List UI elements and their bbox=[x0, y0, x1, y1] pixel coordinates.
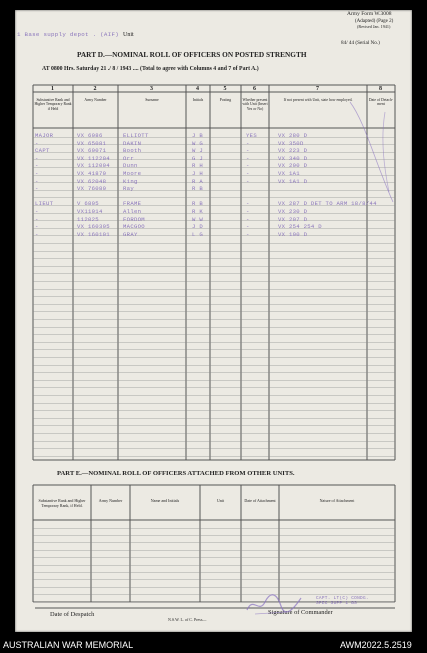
row-initials: L G bbox=[192, 230, 203, 238]
part-e-column-header: Nature of Attachment bbox=[319, 498, 355, 503]
row-surname: ELLIOTT bbox=[123, 132, 149, 139]
row-surname: Dunn bbox=[123, 162, 138, 170]
row-surname: FORDOM bbox=[123, 215, 145, 223]
column-number: 6 bbox=[253, 86, 256, 92]
part-e-column-header: Name and Initials bbox=[150, 498, 180, 503]
row-number: 112025 bbox=[77, 215, 99, 223]
row-surname: Ray bbox=[123, 185, 134, 193]
row-number: VX 6086 bbox=[77, 132, 103, 139]
form-sheet bbox=[15, 10, 412, 632]
row-surname: Booth bbox=[123, 147, 142, 155]
column-header: Army Number bbox=[84, 98, 107, 102]
row-surname: Allen bbox=[123, 208, 142, 215]
handwritten-signature bbox=[243, 590, 313, 620]
row-rank: - bbox=[35, 208, 39, 215]
column-number: 1 bbox=[51, 86, 54, 92]
row-number: VX 112204 bbox=[77, 154, 110, 162]
part-e-column-header: Date of Attachment bbox=[244, 498, 276, 503]
part-d-date-line: AT 0800 Hrs. Saturday 21 ./ 8 / 1943 .... (Total to agree with Columns 4 and 7 of Part A.) bbox=[42, 66, 259, 72]
column-header: Initials bbox=[192, 98, 204, 102]
row-present: - bbox=[246, 170, 250, 177]
row-employed: VX 190 D bbox=[278, 230, 308, 238]
row-surname: DAKIN bbox=[123, 139, 142, 147]
row-present: - bbox=[246, 154, 250, 162]
row-initials: J H bbox=[192, 170, 203, 177]
row-initials: G J bbox=[192, 154, 203, 162]
row-number: VX 60071 bbox=[77, 147, 107, 155]
row-rank: - bbox=[35, 162, 39, 170]
column-number: 8 bbox=[379, 86, 382, 92]
row-initials: J D bbox=[192, 223, 203, 231]
form-name: Army Form W.3008 bbox=[347, 11, 392, 17]
row-rank: - bbox=[35, 177, 39, 185]
row-rank: - bbox=[35, 154, 39, 162]
row-rank: - bbox=[35, 170, 39, 177]
column-number: 4 bbox=[196, 86, 199, 92]
commander-stamp: CAPT. LT(C) CONDG. SPEC SUPP 1 BS bbox=[316, 596, 369, 607]
archive-reference: AWM2022.5.2519 bbox=[340, 640, 412, 650]
column-header: Whether present with Unit (Insert Yes or No) bbox=[242, 98, 268, 111]
row-rank: - bbox=[35, 215, 39, 223]
row-initials: J B bbox=[192, 132, 203, 139]
column-header: Posting bbox=[219, 98, 232, 102]
row-initials: R K bbox=[192, 208, 203, 215]
row-number: VX 65081 bbox=[77, 139, 107, 147]
column-header: Substantive Rank and Higher Temporary Rank if Held bbox=[34, 98, 72, 111]
row-rank: - bbox=[35, 223, 39, 231]
row-number: VX11014 bbox=[77, 208, 103, 215]
column-number: 7 bbox=[316, 86, 319, 92]
column-header: Surname bbox=[145, 98, 159, 102]
column-header: Date of Detach-ment bbox=[368, 98, 394, 107]
row-employed: VX 200 D bbox=[278, 162, 308, 170]
row-rank: MAJOR bbox=[35, 132, 54, 139]
row-surname: Moore bbox=[123, 170, 142, 177]
row-surname: GRAY bbox=[123, 230, 138, 238]
column-number: 2 bbox=[93, 86, 97, 92]
row-surname: MACGOO bbox=[123, 223, 145, 231]
archive-name: AUSTRALIAN WAR MEMORIAL bbox=[3, 640, 134, 650]
row-initials: R H bbox=[192, 162, 203, 170]
row-initials: W G bbox=[192, 139, 203, 147]
row-employed: VX 207 D bbox=[278, 215, 308, 223]
despatch-label: Date of Despatch bbox=[50, 611, 95, 618]
part-d-title: PART D.—NOMINAL ROLL OF OFFICERS ON POSTED STRENGTH bbox=[77, 50, 307, 59]
row-initials: R B bbox=[192, 200, 203, 208]
row-employed: VX 223 D bbox=[278, 147, 308, 155]
row-number: VX 160101 bbox=[77, 230, 110, 238]
row-surname: King bbox=[123, 177, 138, 185]
row-employed: VX 280 D bbox=[278, 132, 308, 139]
row-number: VX 112004 bbox=[77, 162, 110, 170]
row-present: - bbox=[246, 200, 250, 208]
row-present: - bbox=[246, 208, 250, 215]
part-e-title: PART E.—NOMINAL ROLL OF OFFICERS ATTACHED FROM OTHER UNITS. bbox=[57, 470, 295, 477]
unit-label: Unit bbox=[123, 32, 134, 38]
archive-footer bbox=[0, 636, 427, 653]
row-present: - bbox=[246, 230, 250, 238]
row-surname: Orr bbox=[123, 154, 134, 162]
part-e-column-header: Substantive Rank and Higher Temporary Rank, if Held. bbox=[38, 498, 86, 508]
row-present: - bbox=[246, 215, 250, 223]
row-initials: R A bbox=[192, 177, 203, 185]
row-present: YES bbox=[246, 132, 257, 139]
form-revised: (Revised Jan. 1941) bbox=[357, 24, 391, 29]
unit-name: 1 Base supply depot . (AIF) bbox=[17, 31, 120, 38]
row-present: - bbox=[246, 147, 250, 155]
row-number: VX 62048 bbox=[77, 177, 107, 185]
serial-number: 84/ 44 (Serial No.) bbox=[341, 40, 380, 46]
row-present: - bbox=[246, 162, 250, 170]
part-e-column-header: Army Number bbox=[98, 498, 123, 503]
row-number: VX 76080 bbox=[77, 185, 107, 193]
row-rank: CAPT bbox=[35, 147, 50, 155]
row-present: - bbox=[246, 177, 250, 185]
part-e-column-header: Unit bbox=[216, 498, 225, 503]
form-adapted: (Adapted) (Page 2) bbox=[355, 19, 394, 24]
row-rank: - bbox=[35, 230, 39, 238]
row-employed: VX 1A1 bbox=[278, 170, 300, 177]
row-employed: VX 230 D bbox=[278, 208, 308, 215]
row-initials: W W bbox=[192, 215, 203, 223]
row-number: VX 160305 bbox=[77, 223, 110, 231]
row-rank: - bbox=[35, 185, 39, 193]
row-initials: R B bbox=[192, 185, 203, 193]
row-present: - bbox=[246, 139, 250, 147]
row-rank: LIEUT bbox=[35, 200, 54, 208]
row-number: VX 41870 bbox=[77, 170, 107, 177]
column-number: 3 bbox=[150, 86, 153, 92]
row-rank: - bbox=[35, 139, 39, 147]
row-employed: VX 340 D bbox=[278, 154, 308, 162]
row-number: V 6805 bbox=[77, 200, 99, 208]
column-number: 5 bbox=[223, 86, 227, 92]
signature-label: Signature of Commander bbox=[268, 609, 333, 616]
row-employed: VX 1A1 D bbox=[278, 177, 308, 185]
column-header: If not present with Unit, state how employed. bbox=[283, 98, 353, 102]
printer-line: N.S.W. L. of C. Press— bbox=[168, 617, 207, 622]
row-employed: VX 350D bbox=[278, 139, 304, 147]
row-employed: VX 287 D DET TO ARM 18/8/44 bbox=[278, 200, 377, 208]
row-present: - bbox=[246, 223, 250, 231]
row-surname: FRAME bbox=[123, 200, 142, 208]
row-employed: VX 254 254 D bbox=[278, 223, 322, 231]
row-initials: W J bbox=[192, 147, 203, 155]
